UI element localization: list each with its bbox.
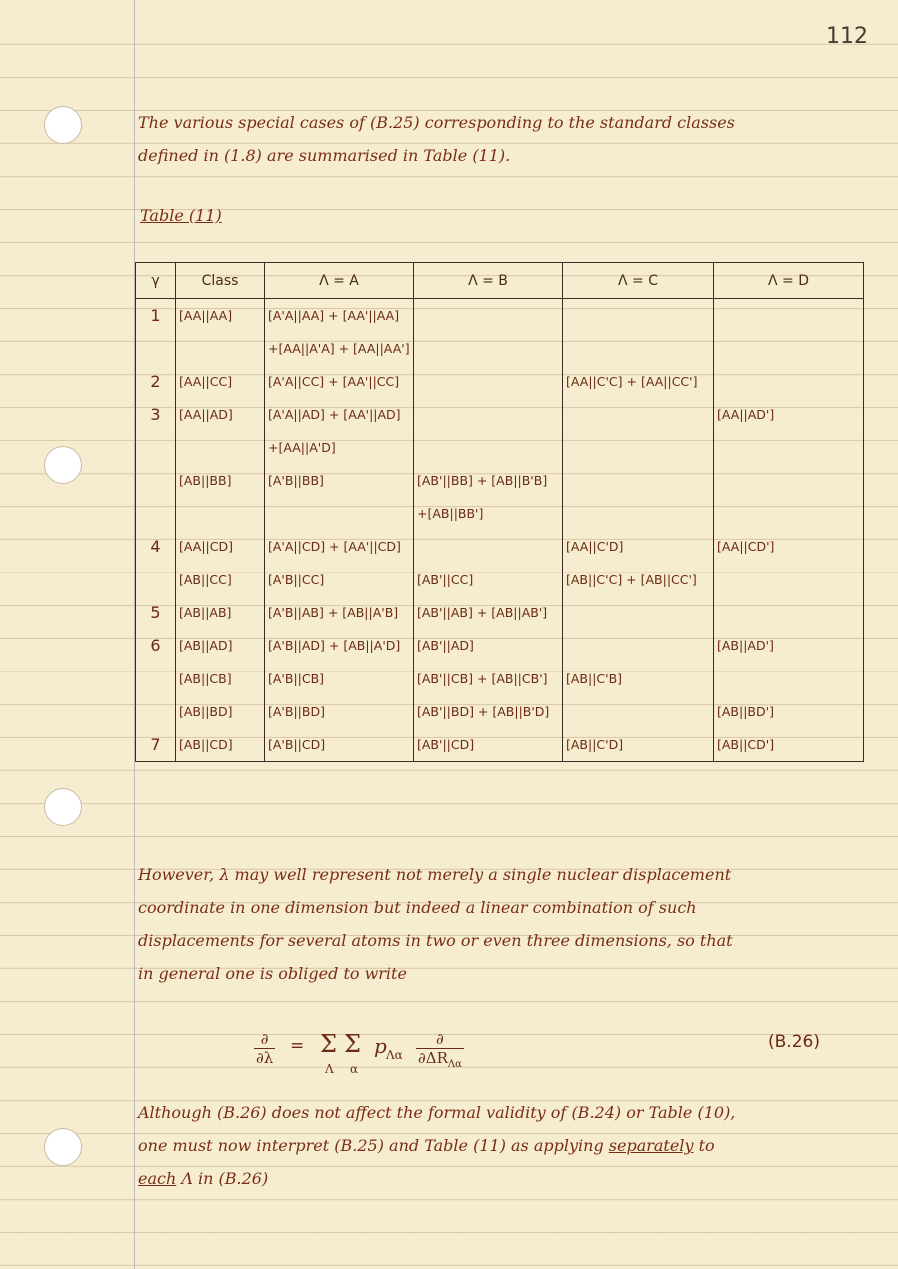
- cell-class: [AA||CD]: [176, 530, 265, 563]
- table-row: [136, 365, 864, 398]
- intro-line-2: defined in (1.8) are summarised in Table (11).: [138, 146, 511, 165]
- cell-lambda-a: [A'A||CD] + [AA'||CD]: [265, 530, 414, 563]
- table-row: [136, 695, 864, 728]
- cell-lambda-d: [AB||BD']: [714, 695, 864, 728]
- cell-class: [AB||CB]: [176, 662, 265, 695]
- header-lambda-d: Λ = D: [714, 263, 864, 299]
- equation-label: (B.26): [768, 1032, 820, 1052]
- cell-lambda-b: [414, 365, 563, 398]
- cell-lambda-b: [AB'||AB] + [AB||AB']: [414, 596, 563, 629]
- table-row: [136, 662, 864, 695]
- intro-paragraph: [138, 106, 858, 172]
- cell-lambda-d: [AB||CD']: [714, 728, 864, 762]
- lhs-numerator: ∂: [254, 1030, 275, 1049]
- cell-class: [AB||AB]: [176, 596, 265, 629]
- coefficient-subscript: Λα: [386, 1048, 403, 1062]
- cell-lambda-b: [414, 530, 563, 563]
- coefficient-p: p: [374, 1034, 387, 1058]
- cell-lambda-d: [714, 563, 864, 596]
- cell-lambda-c: [AA||C'C] + [AA||CC']: [563, 365, 714, 398]
- although-paragraph: [138, 1096, 858, 1195]
- cell-lambda-c: [AB||C'D]: [563, 728, 714, 762]
- cell-lambda-c: [563, 398, 714, 431]
- cell-lambda-c: [AB||C'C] + [AB||CC']: [563, 563, 714, 596]
- cell-lambda-b: [AB'||CC]: [414, 563, 563, 596]
- cell-gamma: [136, 431, 176, 464]
- although-line-2: [138, 1129, 858, 1162]
- cell-lambda-a: [A'A||AA] + [AA'||AA]: [265, 299, 414, 333]
- cell-lambda-b: [414, 431, 563, 464]
- sum-lambda: Σ: [320, 1030, 337, 1058]
- sum-alpha-index: α: [350, 1062, 359, 1076]
- classes-table: [135, 262, 864, 762]
- although-line-2-end: to: [693, 1136, 715, 1155]
- table-row: [136, 497, 864, 530]
- cell-lambda-c: [563, 596, 714, 629]
- cell-gamma: [136, 464, 176, 497]
- although-line-1: Although (B.26) does not affect the formal validity of (B.24) or Table (10),: [138, 1103, 736, 1122]
- cell-lambda-b: [414, 398, 563, 431]
- cell-class: [176, 332, 265, 365]
- lhs-denominator: ∂λ: [256, 1049, 274, 1067]
- however-paragraph: [138, 858, 858, 990]
- cell-lambda-a: [265, 497, 414, 530]
- although-line-3: [138, 1162, 858, 1195]
- header-gamma: γ: [136, 263, 176, 299]
- cell-lambda-a: [A'B||CB]: [265, 662, 414, 695]
- cell-gamma: 2: [136, 365, 176, 398]
- cell-gamma: [136, 662, 176, 695]
- table-row: [136, 464, 864, 497]
- cell-lambda-a: +[AA||A'D]: [265, 431, 414, 464]
- however-line-1: However, λ may well represent not merely a single nuclear displacement: [138, 865, 732, 884]
- cell-gamma: 1: [136, 299, 176, 333]
- cell-lambda-c: [563, 695, 714, 728]
- cell-lambda-a: [A'B||BB]: [265, 464, 414, 497]
- cell-lambda-b: [AB'||CD]: [414, 728, 563, 762]
- cell-class: [AB||AD]: [176, 629, 265, 662]
- cell-lambda-a: +[AA||A'A] + [AA||AA']: [265, 332, 414, 365]
- sum-lambda-index: Λ: [325, 1062, 334, 1076]
- table-row: [136, 431, 864, 464]
- header-lambda-b: Λ = B: [414, 263, 563, 299]
- cell-lambda-a: [A'A||CC] + [AA'||CC]: [265, 365, 414, 398]
- cell-lambda-d: [714, 464, 864, 497]
- cell-class: [176, 497, 265, 530]
- cell-lambda-d: [714, 332, 864, 365]
- cell-gamma: 7: [136, 728, 176, 762]
- cell-lambda-d: [714, 662, 864, 695]
- table-caption: Table (11): [140, 206, 222, 225]
- cell-lambda-b: [AB'||CB] + [AB||CB']: [414, 662, 563, 695]
- cell-gamma: [136, 563, 176, 596]
- although-line-3-end: Λ in (B.26): [176, 1169, 269, 1188]
- cell-lambda-c: [563, 431, 714, 464]
- cell-lambda-d: [AA||AD']: [714, 398, 864, 431]
- table-row: [136, 332, 864, 365]
- equals-sign: =: [290, 1036, 305, 1056]
- cell-gamma: 5: [136, 596, 176, 629]
- binder-hole-1: [44, 106, 82, 144]
- although-line-2-start: one must now interpret (B.25) and Table (11) as applying: [138, 1136, 609, 1155]
- cell-lambda-a: [A'B||CC]: [265, 563, 414, 596]
- binder-hole-4: [44, 1128, 82, 1166]
- cell-lambda-b: [AB'||BB] + [AB||B'B]: [414, 464, 563, 497]
- rhs-denominator-main: ∂ΔR: [418, 1049, 448, 1067]
- cell-class: [AB||CC]: [176, 563, 265, 596]
- table-row: [136, 728, 864, 762]
- cell-gamma: [136, 332, 176, 365]
- cell-lambda-c: [AB||C'B]: [563, 662, 714, 695]
- cell-lambda-a: [A'B||AB] + [AB||A'B]: [265, 596, 414, 629]
- cell-lambda-d: [714, 431, 864, 464]
- cell-lambda-c: [563, 629, 714, 662]
- rhs-denominator-subscript: Λα: [447, 1059, 462, 1070]
- lhs-fraction: [254, 1030, 275, 1067]
- table-row: [136, 563, 864, 596]
- cell-lambda-a: [A'B||AD] + [AB||A'D]: [265, 629, 414, 662]
- rhs-numerator: ∂: [416, 1030, 464, 1049]
- cell-class: [AA||AD]: [176, 398, 265, 431]
- cell-lambda-c: [563, 332, 714, 365]
- cell-gamma: 4: [136, 530, 176, 563]
- cell-gamma: 6: [136, 629, 176, 662]
- cell-class: [AB||CD]: [176, 728, 265, 762]
- header-lambda-a: Λ = A: [265, 263, 414, 299]
- cell-lambda-b: [414, 299, 563, 333]
- however-line-2: coordinate in one dimension but indeed a linear combination of such: [138, 898, 697, 917]
- header-lambda-c: Λ = C: [563, 263, 714, 299]
- cell-class: [AB||BB]: [176, 464, 265, 497]
- cell-lambda-a: [A'A||AD] + [AA'||AD]: [265, 398, 414, 431]
- binder-hole-3: [44, 788, 82, 826]
- cell-lambda-a: [A'B||BD]: [265, 695, 414, 728]
- cell-gamma: [136, 695, 176, 728]
- cell-lambda-d: [AA||CD']: [714, 530, 864, 563]
- cell-lambda-c: [563, 299, 714, 333]
- however-line-3: displacements for several atoms in two or even three dimensions, so that: [138, 931, 733, 950]
- binder-hole-2: [44, 446, 82, 484]
- cell-lambda-b: +[AB||BB']: [414, 497, 563, 530]
- emphasis-each: each: [138, 1169, 177, 1188]
- cell-gamma: 3: [136, 398, 176, 431]
- page-number: 112: [826, 24, 868, 49]
- cell-lambda-b: [AB'||AD]: [414, 629, 563, 662]
- cell-lambda-b: [414, 332, 563, 365]
- table-row: [136, 629, 864, 662]
- sum-alpha: Σ: [344, 1030, 361, 1058]
- rhs-fraction: [416, 1030, 464, 1070]
- cell-class: [AA||AA]: [176, 299, 265, 333]
- cell-lambda-a: [A'B||CD]: [265, 728, 414, 762]
- emphasis-separately: separately: [608, 1136, 694, 1155]
- table-row: [136, 398, 864, 431]
- however-line-4: in general one is obliged to write: [138, 964, 407, 983]
- header-class: Class: [176, 263, 265, 299]
- table-row: [136, 530, 864, 563]
- cell-lambda-c: [563, 497, 714, 530]
- rhs-denominator: [416, 1049, 464, 1070]
- cell-lambda-d: [714, 299, 864, 333]
- cell-lambda-c: [563, 464, 714, 497]
- table-body: [136, 299, 864, 762]
- intro-line-1: The various special cases of (B.25) corresponding to the standard classes: [138, 113, 735, 132]
- cell-class: [AA||CC]: [176, 365, 265, 398]
- cell-class: [AB||BD]: [176, 695, 265, 728]
- cell-gamma: [136, 497, 176, 530]
- table-row: [136, 299, 864, 333]
- table-row: [136, 596, 864, 629]
- cell-lambda-d: [AB||AD']: [714, 629, 864, 662]
- cell-lambda-c: [AA||C'D]: [563, 530, 714, 563]
- table-header-row: [136, 263, 864, 299]
- cell-lambda-b: [AB'||BD] + [AB||B'D]: [414, 695, 563, 728]
- cell-lambda-d: [714, 497, 864, 530]
- cell-lambda-d: [714, 365, 864, 398]
- cell-class: [176, 431, 265, 464]
- cell-lambda-d: [714, 596, 864, 629]
